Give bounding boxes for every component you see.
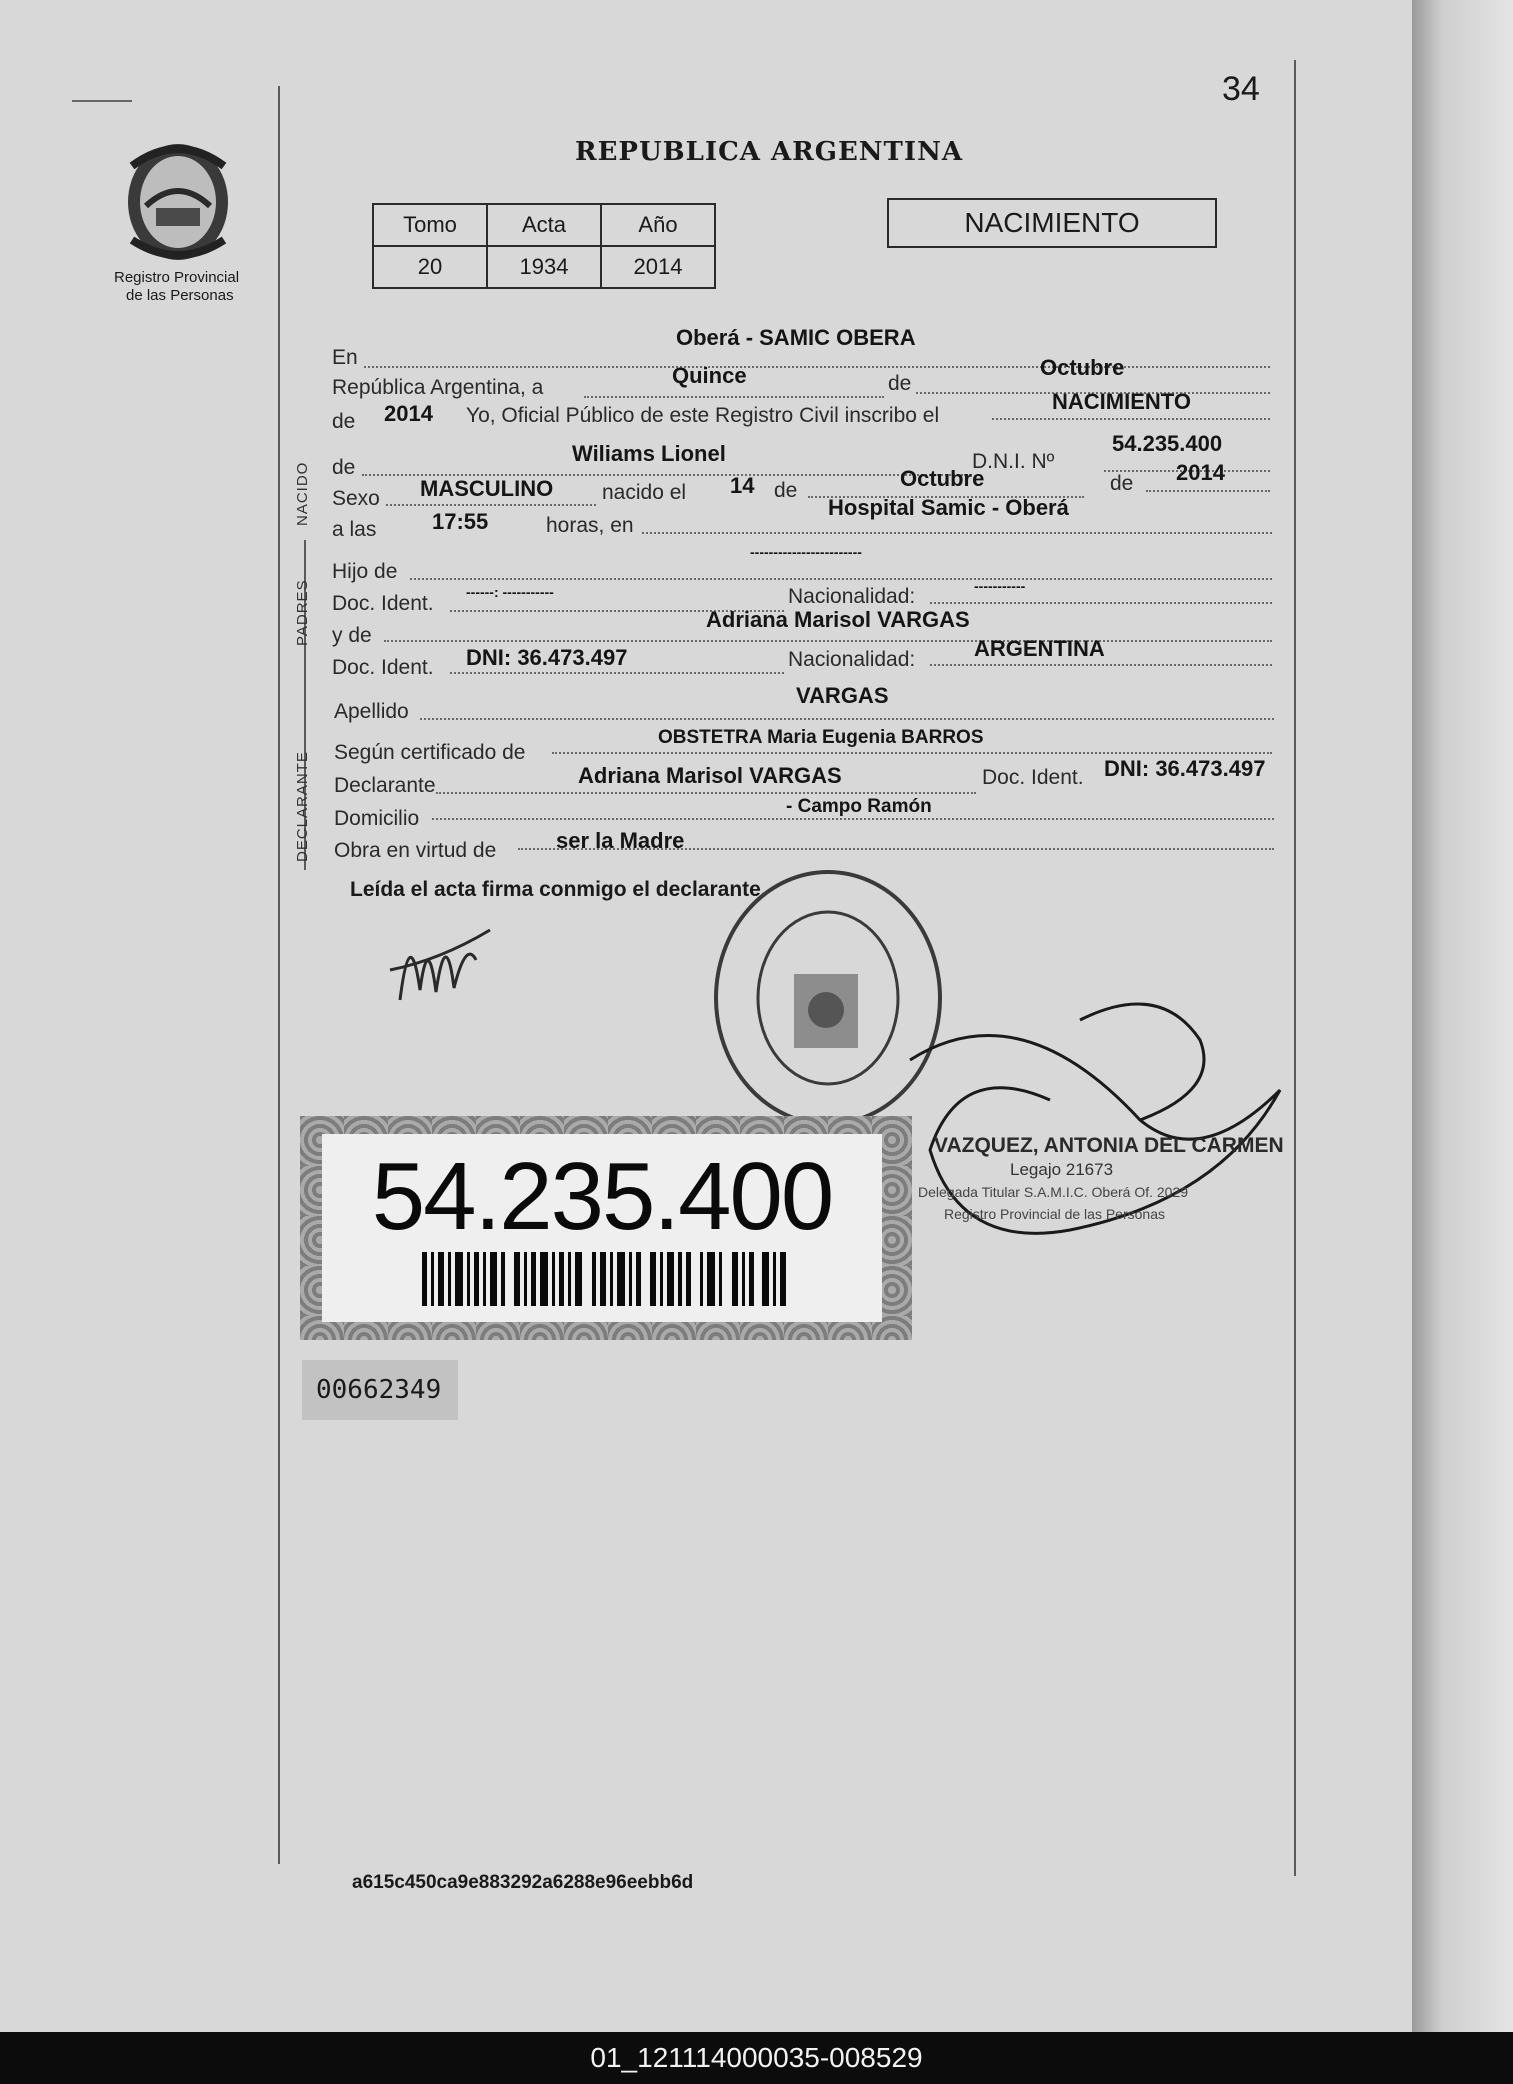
father-name: ------------------------ xyxy=(750,544,862,560)
intro-day: Quince xyxy=(672,363,747,388)
mother-line xyxy=(384,640,1272,642)
control-number: 00662349 xyxy=(302,1360,458,1420)
province-emblem xyxy=(118,136,246,266)
document-hash: a615c450ca9e883292a6288e96eebb6d xyxy=(352,1872,694,1893)
nacido-el-label: nacido el xyxy=(602,481,687,504)
de-label-2: de xyxy=(332,410,356,433)
birth-year-line xyxy=(1146,490,1270,492)
registry-table xyxy=(372,203,716,289)
mother-doc-line xyxy=(450,672,784,674)
birth-place-line xyxy=(642,532,1272,534)
table-header-cell: Acta xyxy=(487,204,601,246)
domicilio-label: Domicilio xyxy=(334,807,420,830)
officer-role: Delegada Titular S.A.M.I.C. Oberá Of. 2029 xyxy=(918,1184,1189,1200)
declarant-signature-icon xyxy=(380,900,500,1020)
left-margin-rule xyxy=(278,86,280,1864)
declarante-doc: DNI: 36.473.497 xyxy=(1104,756,1266,781)
declarante-line xyxy=(436,792,976,794)
father-nat: ----------- xyxy=(974,578,1026,594)
republica-label: República Argentina, a xyxy=(332,376,544,399)
mother-doc-label: Doc. Ident. xyxy=(332,656,434,679)
declarante-name: Adriana Marisol VARGAS xyxy=(578,763,842,788)
mother-name: Adriana Marisol VARGAS xyxy=(706,607,970,632)
apellido-label: Apellido xyxy=(334,700,409,723)
child-name: Wiliams Lionel xyxy=(572,441,726,466)
place-line xyxy=(364,366,1270,368)
table-cell: 1934 xyxy=(487,246,601,288)
misiones-seal-icon xyxy=(118,136,246,266)
padres-side-label: PADRES xyxy=(294,579,311,646)
right-margin-rule xyxy=(1294,60,1296,1876)
officer-registry: Registro Provincial de las Personas xyxy=(944,1206,1165,1222)
cert-value: OBSTETRA Maria Eugenia BARROS xyxy=(658,727,984,748)
declarante-label: Declarante xyxy=(334,774,436,797)
child-sex: MASCULINO xyxy=(420,476,554,501)
father-nat-label: Nacionalidad: xyxy=(788,585,916,608)
horas-label: horas, en xyxy=(546,514,634,537)
birth-de-label-2: de xyxy=(1110,472,1134,495)
officer-legajo: Legajo 21673 xyxy=(1010,1160,1114,1179)
father-doc-label: Doc. Ident. xyxy=(332,592,434,615)
table-header-row xyxy=(373,204,715,246)
table-header-cell: Año xyxy=(601,204,715,246)
birth-day: 14 xyxy=(730,473,755,498)
alas-label: a las xyxy=(332,518,377,541)
sexo-line xyxy=(386,504,596,506)
table-header-cell: Tomo xyxy=(373,204,487,246)
intro-year: 2014 xyxy=(384,401,433,426)
apellido-line xyxy=(420,718,1274,720)
declarante-doc-label: Doc. Ident. xyxy=(982,766,1084,789)
intro-month: Octubre xyxy=(1040,355,1125,380)
act-type-box: NACIMIENTO xyxy=(887,198,1217,248)
intro-inscription: NACIMIENTO xyxy=(1052,389,1191,414)
yde-label: y de xyxy=(332,624,372,647)
emblem-caption-2: de las Personas xyxy=(126,287,234,304)
nacido-de-label: de xyxy=(332,456,356,479)
apellido-value: VARGAS xyxy=(796,683,889,708)
sexo-label: Sexo xyxy=(332,487,380,510)
barcode-icon xyxy=(422,1252,792,1306)
father-line xyxy=(410,578,1272,580)
birth-month: Octubre xyxy=(900,466,985,491)
scan-edge xyxy=(1412,0,1513,2032)
inscription-line xyxy=(992,418,1270,420)
table-row xyxy=(373,246,715,288)
dni-barcode-card xyxy=(300,1116,912,1340)
declarante-side-label: DECLARANTE xyxy=(294,751,311,862)
scan-footer-id: 01_121114000035-008529 xyxy=(0,2032,1513,2084)
father-nat-line xyxy=(930,602,1272,604)
obra-value: ser la Madre xyxy=(556,828,685,853)
nacido-side-label: NACIDO xyxy=(294,461,311,526)
obra-label: Obra en virtud de xyxy=(334,839,497,862)
child-dni: 54.235.400 xyxy=(1112,431,1223,456)
hijo-label: Hijo de xyxy=(332,560,398,583)
document-heading: REPUBLICA ARGENTINA xyxy=(575,137,964,167)
de-label: de xyxy=(888,372,912,395)
intro-place: Oberá - SAMIC OBERA xyxy=(676,325,916,350)
cert-line xyxy=(552,752,1272,754)
day-line xyxy=(584,396,884,398)
father-doc: ------: ----------- xyxy=(466,584,554,600)
table-cell: 20 xyxy=(373,246,487,288)
en-label: En xyxy=(332,346,358,369)
corner-mark xyxy=(72,100,132,102)
mother-nat-label: Nacionalidad: xyxy=(788,648,916,671)
domicilio-value: - Campo Ramón xyxy=(786,796,932,817)
table-cell: 2014 xyxy=(601,246,715,288)
birth-year: 2014 xyxy=(1176,460,1225,485)
oficial-text: Yo, Oficial Público de este Registro Civil inscribo el xyxy=(466,404,940,427)
cert-label: Según certificado de xyxy=(334,741,526,764)
officer-name: VAZQUEZ, ANTONIA DEL CARMEN xyxy=(934,1134,1284,1157)
closing-statement: Leída el acta firma conmigo el declarante. xyxy=(350,878,767,901)
domicilio-line xyxy=(432,818,1274,820)
emblem-caption-1: Registro Provincial xyxy=(114,269,240,286)
barcode-panel xyxy=(322,1134,882,1322)
dni-label: D.N.I. Nº xyxy=(972,450,1055,473)
birth-place: Hospital Samic - Oberá xyxy=(828,495,1069,520)
birth-de-label: de xyxy=(774,479,798,502)
page-number: 34 xyxy=(1222,70,1260,108)
birth-time: 17:55 xyxy=(432,509,489,534)
mother-nat: ARGENTINA xyxy=(974,636,1105,661)
mother-doc: DNI: 36.473.497 xyxy=(466,645,628,670)
barcode-number: 54.235.400 xyxy=(371,1143,833,1250)
mother-nat-line xyxy=(930,664,1272,666)
